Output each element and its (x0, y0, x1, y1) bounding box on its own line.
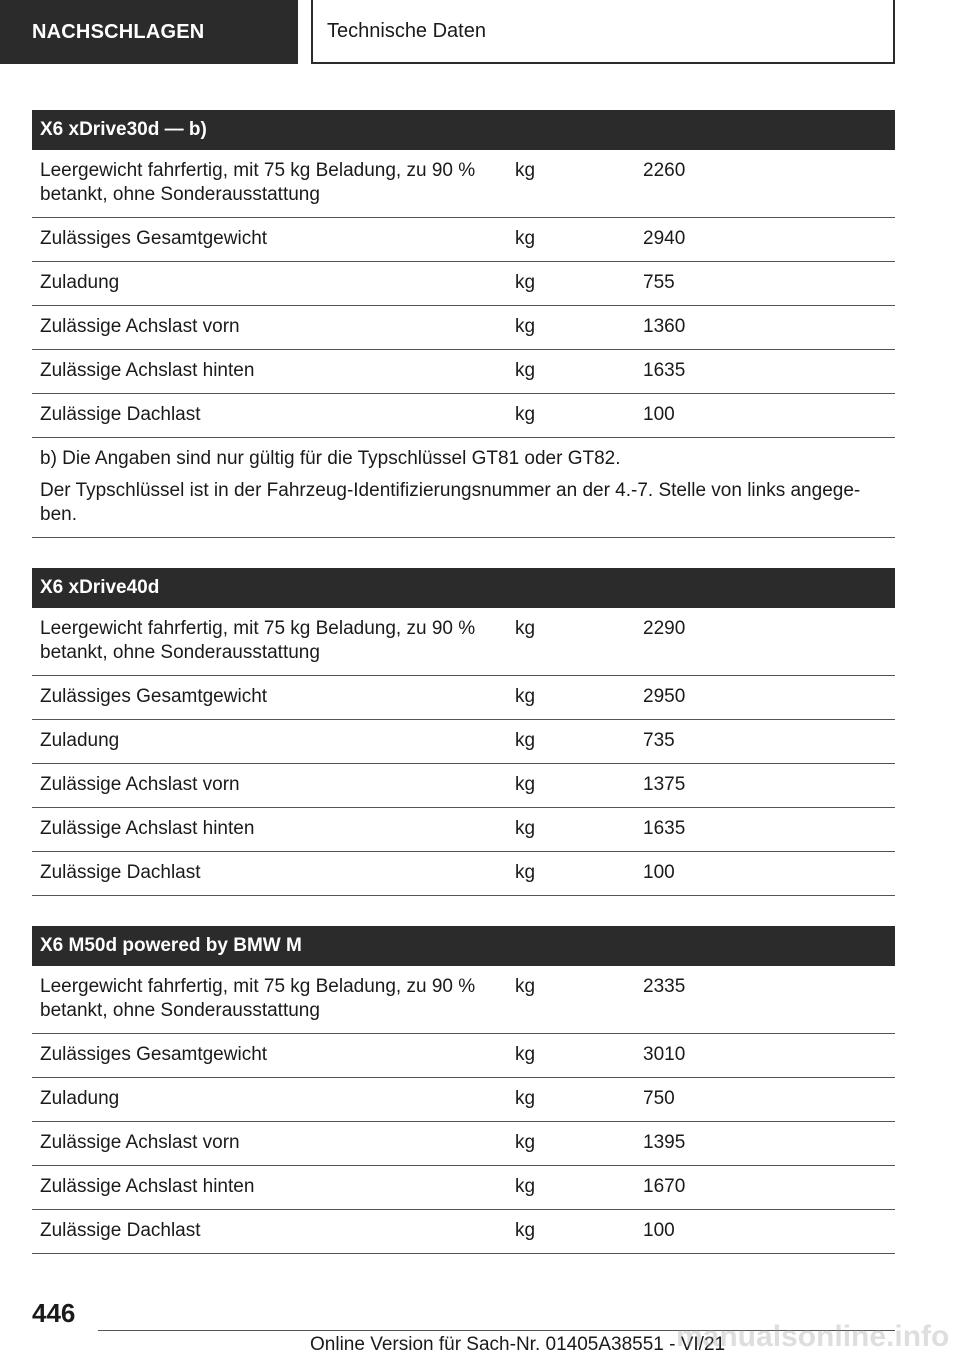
table-row (32, 720, 895, 764)
row-value: 735 (635, 720, 895, 764)
spec-table (32, 568, 895, 896)
row-unit: kg (507, 1034, 635, 1078)
table-row (32, 966, 895, 1034)
row-value: 2950 (635, 676, 895, 720)
row-value: 1635 (635, 808, 895, 852)
row-unit: kg (507, 1122, 635, 1166)
row-label: Zuladung (32, 720, 507, 764)
table-row (32, 150, 895, 218)
row-value: 100 (635, 394, 895, 438)
footnote: Der Typschlüssel ist in der Fahrzeug-Identifizierungsnummer an der 4.-7. Stelle von links angege-ben. (40, 480, 861, 525)
spec-table (32, 110, 895, 538)
table-row (32, 676, 895, 720)
table-notes (32, 438, 895, 538)
row-label: Leergewicht fahrfertig, mit 75 kg Beladung, zu 90 % betankt, ohne Sonderausstattung (32, 608, 507, 676)
table-row (32, 1078, 895, 1122)
table-row (32, 1210, 895, 1254)
row-label: Zulässige Achslast hinten (32, 350, 507, 394)
table-row (32, 306, 895, 350)
section-tab: NACHSCHLAGEN (0, 0, 298, 64)
row-unit: kg (507, 852, 635, 896)
row-value: 2335 (635, 966, 895, 1034)
row-unit: kg (507, 808, 635, 852)
row-unit: kg (507, 350, 635, 394)
row-unit: kg (507, 1210, 635, 1254)
table-row (32, 350, 895, 394)
row-value: 1360 (635, 306, 895, 350)
page-header (0, 0, 960, 66)
row-label: Zulässige Achslast vorn (32, 1122, 507, 1166)
chapter-title: Technische Daten (311, 0, 895, 64)
row-label: Zulässige Dachlast (32, 394, 507, 438)
row-value: 750 (635, 1078, 895, 1122)
row-value: 1395 (635, 1122, 895, 1166)
table-title: X6 xDrive40d (32, 568, 895, 608)
table-title: X6 M50d powered by BMW M (32, 926, 895, 966)
row-unit: kg (507, 608, 635, 676)
row-label: Zulässiges Gesamtgewicht (32, 1034, 507, 1078)
table-row (32, 394, 895, 438)
spec-content (32, 110, 895, 1254)
row-value: 2940 (635, 218, 895, 262)
footer-text: Online Version für Sach-Nr. 01405A38551 - VI/21 (310, 1334, 726, 1355)
row-value: 100 (635, 852, 895, 896)
row-value: 755 (635, 262, 895, 306)
row-value: 2290 (635, 608, 895, 676)
row-unit: kg (507, 262, 635, 306)
row-unit: kg (507, 966, 635, 1034)
row-value: 100 (635, 1210, 895, 1254)
row-label: Zuladung (32, 262, 507, 306)
row-value: 1635 (635, 350, 895, 394)
row-label: Zulässiges Gesamtgewicht (32, 218, 507, 262)
table-row (32, 218, 895, 262)
row-value: 1670 (635, 1166, 895, 1210)
row-label: Leergewicht fahrfertig, mit 75 kg Beladung, zu 90 % betankt, ohne Sonderausstattung (32, 966, 507, 1034)
row-value: 1375 (635, 764, 895, 808)
row-label: Leergewicht fahrfertig, mit 75 kg Beladung, zu 90 % betankt, ohne Sonderausstattung (32, 150, 507, 218)
row-unit: kg (507, 150, 635, 218)
table-row (32, 1122, 895, 1166)
table-row (32, 262, 895, 306)
row-unit: kg (507, 676, 635, 720)
row-unit: kg (507, 306, 635, 350)
row-unit: kg (507, 218, 635, 262)
table-row (32, 808, 895, 852)
row-label: Zulässiges Gesamtgewicht (32, 676, 507, 720)
row-unit: kg (507, 1078, 635, 1122)
row-label: Zulässige Achslast vorn (32, 764, 507, 808)
watermark: manualsonline.info (676, 1320, 950, 1353)
row-label: Zulässige Achslast hinten (32, 808, 507, 852)
row-unit: kg (507, 394, 635, 438)
row-label: Zuladung (32, 1078, 507, 1122)
row-unit: kg (507, 720, 635, 764)
row-label: Zulässige Dachlast (32, 1210, 507, 1254)
row-value: 3010 (635, 1034, 895, 1078)
row-unit: kg (507, 1166, 635, 1210)
spec-table (32, 926, 895, 1254)
row-label: Zulässige Dachlast (32, 852, 507, 896)
row-label: Zulässige Achslast hinten (32, 1166, 507, 1210)
table-row (32, 764, 895, 808)
row-label: Zulässige Achslast vorn (32, 306, 507, 350)
row-value: 2260 (635, 150, 895, 218)
table-title: X6 xDrive30d — b) (32, 110, 895, 150)
footnote: b) Die Angaben sind nur gültig für die Typschlüssel GT81 oder GT82. (40, 448, 621, 469)
page-number: 446 (32, 1298, 76, 1328)
table-row (32, 1034, 895, 1078)
table-row (32, 1166, 895, 1210)
table-notes-row (32, 438, 895, 538)
table-row (32, 852, 895, 896)
table-row (32, 608, 895, 676)
row-unit: kg (507, 764, 635, 808)
